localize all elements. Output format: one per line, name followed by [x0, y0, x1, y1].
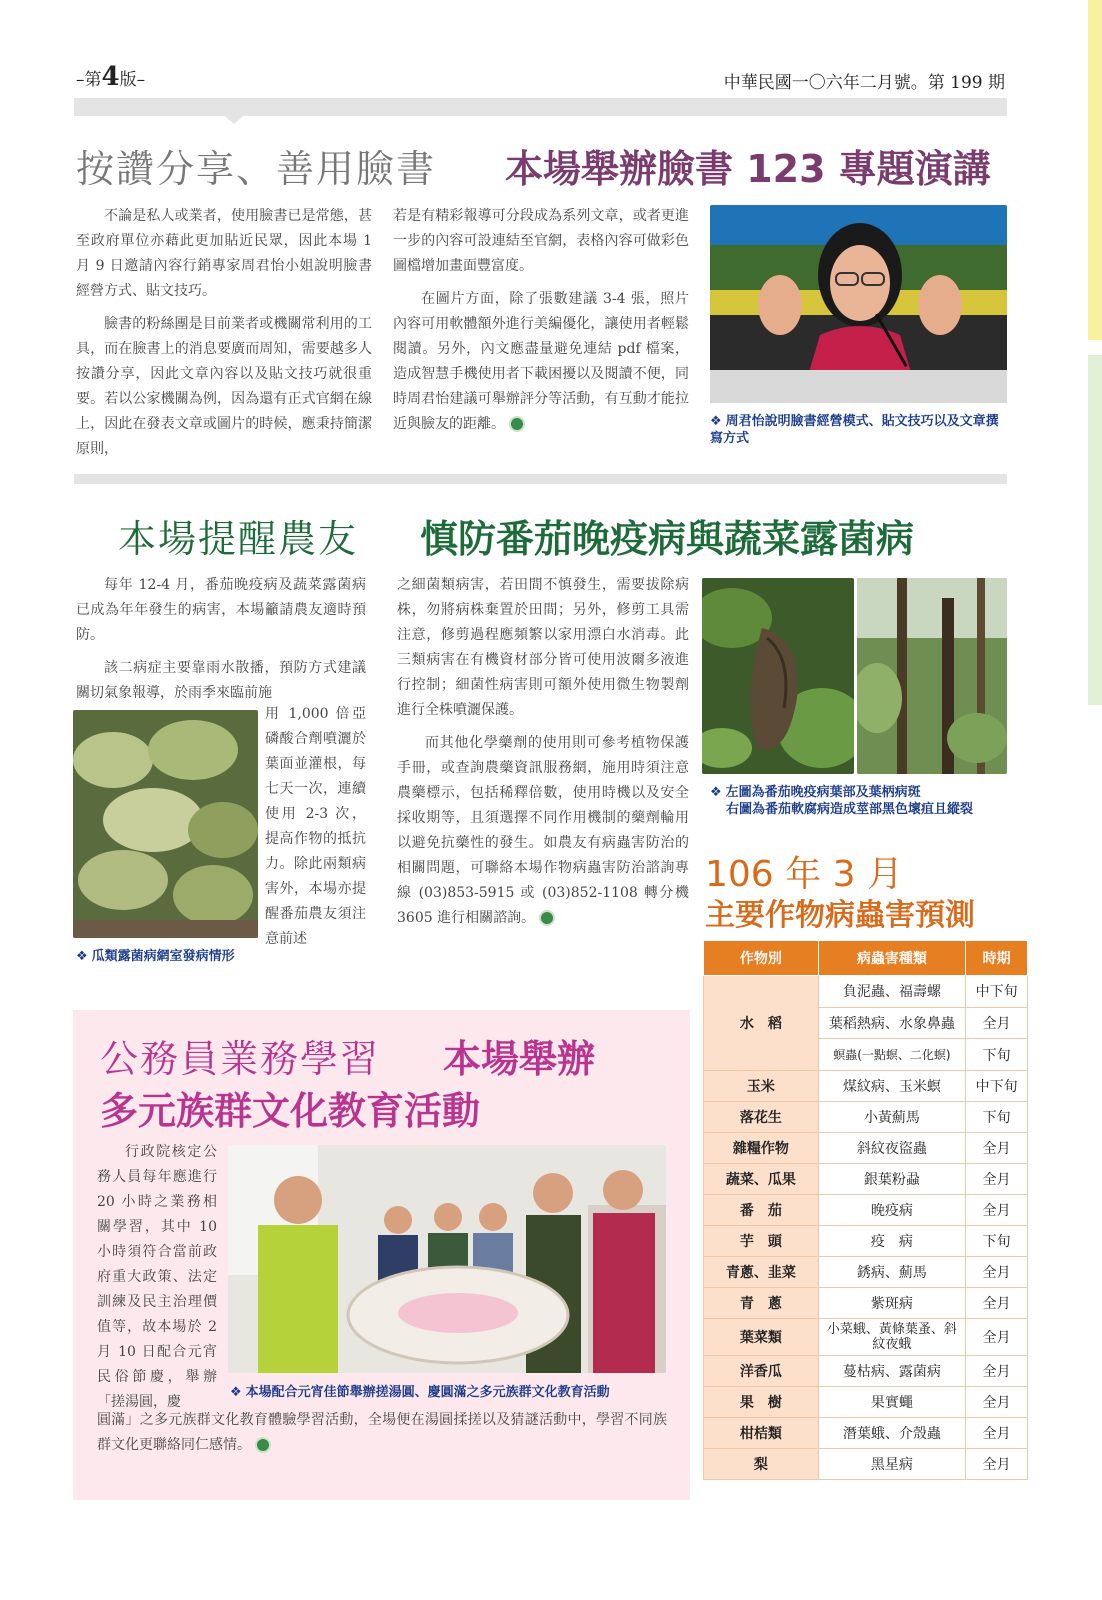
article1-title-light: 按讚分享、善用臉書 [76, 147, 437, 191]
article2-col2-p2: 而其他化學藥劑的使用則可參考植物保護手冊，或查詢農藥資訊服務網，施用時須注意農藥標示，包括稀釋倍數，使用時機以及安全採收期等，且須選擇不同作用機制的藥劑輪用以避免抗藥性的發生。如農友有病蟲害防治的相關問題，可聯絡本場作物病蟲害防治諮詢專線 (03)853-5915 或 (03)852-1108 轉分機 3605 進行相關諮詢。 [397, 735, 689, 926]
article2-col1-p2: 該二病症主要靠雨水散播，預防方式建議關切氣象報導，於雨季來臨前施 [76, 660, 366, 701]
table-row [704, 1319, 1028, 1356]
article1-col2-p2: 在圖片方面，除了張數建議 3-4 張，照片內容可用軟體額外進行美編優化，讓使用者輕鬆閱讀。另外，內文應盡量避免連結 pdf 檔案，造成智慧手機使用者下載困擾以及閱讀不便，同時周君怡建議可舉辦評分等活動，有互動才能拉近與臉友的距離。 [393, 291, 689, 432]
article3-title-bold1: 本場舉辦 [443, 1037, 596, 1081]
table-row [704, 1257, 1028, 1288]
downy-mildew-caption: ❖ 瓜類露菌病網室發病情形 [76, 949, 235, 964]
period-cell: 全月 [966, 1195, 1028, 1226]
crop-cell: 芋 頭 [704, 1226, 819, 1257]
table-row [704, 1449, 1028, 1480]
period-cell: 全月 [966, 1007, 1028, 1039]
table-row [704, 1195, 1028, 1226]
section-divider-1 [74, 474, 1007, 484]
forecast-title2: 主要作物病蟲害預測 [705, 898, 975, 933]
article3-bottom [97, 1408, 667, 1466]
table-row [704, 1288, 1028, 1319]
forecast-title1: 106 年 3 月 [705, 854, 903, 895]
article3-caption: ❖ 本場配合元宵佳節舉辦搓湯圓、慶圓滿之多元族群文化教育活動 [230, 1385, 610, 1400]
crop-cell: 玉米 [704, 1071, 819, 1102]
pest-cell: 黑星病 [818, 1449, 966, 1480]
table-row [704, 1418, 1028, 1449]
table-row [704, 1133, 1028, 1164]
tangyuan-activity-photo [228, 1145, 666, 1373]
period-cell: 全月 [966, 1288, 1028, 1319]
article1-col2-p1: 若是有精彩報導可分段成為系列文章，或者更進一步的內容可設連結至官網，表格內容可做彩色圖檔增加畫面豐富度。 [393, 208, 689, 274]
period-cell: 全月 [966, 1133, 1028, 1164]
pest-cell: 螟蟲(一點螟、二化螟) [818, 1039, 966, 1071]
pest-forecast-table [703, 940, 1028, 1480]
crop-cell: 青蔥、韭菜 [704, 1257, 819, 1288]
period-cell: 下旬 [966, 1039, 1028, 1071]
pest-cell: 果實蠅 [818, 1387, 966, 1418]
header-period: 時期 [966, 941, 1028, 976]
article3-title-light: 公務員業務學習 [100, 1037, 381, 1081]
pest-cell: 銀葉粉蝨 [818, 1164, 966, 1195]
period-cell: 全月 [966, 1164, 1028, 1195]
period-cell: 全月 [966, 1257, 1028, 1288]
crop-cell: 柑桔類 [704, 1418, 819, 1449]
article2-col2-p1: 之細菌類病害，若田間不慎發生，需要拔除病株，勿將病株棄置於田間；另外，修剪工具需注意，修剪過程應頻繁以家用漂白水消毒。此三類病害在有機資材部分皆可使用波爾多液進行控制；細菌性病害則可額外使用微生物製劑進行全株噴灑保護。 [397, 577, 689, 718]
article3-col [97, 1140, 217, 1423]
pest-cell: 疫 病 [818, 1226, 966, 1257]
article1-col1-p1: 不論是私人或業者，使用臉書已是常態，甚至政府單位亦藉此更加貼近民眾，因此本場 1 月 9 日邀請內容行銷專家周君怡小姐說明臉書經營方式、貼文技巧。 [76, 208, 372, 299]
table-row [704, 1164, 1028, 1195]
speaker-photo [710, 205, 1007, 403]
tomato-caption: ❖ 左圖為番茄晚疫病葉部及葉柄病斑 右圖為番茄軟腐病造成莖部黑色壞疽且縱裂 [710, 785, 974, 817]
crop-cell: 青 蔥 [704, 1288, 819, 1319]
pest-cell: 小黃薊馬 [818, 1102, 966, 1133]
period-cell: 中下旬 [966, 1071, 1028, 1102]
period-cell: 全月 [966, 1356, 1028, 1387]
article2-title-light: 本場提醒農友 [118, 517, 359, 561]
article3-col-text: 行政院核定公務人員每年應進行 20 小時之業務相關學習，其中 10 小時須符合當前政府重大政策、法定訓練及民主治理價值等，故本場於 2 月 10 日配合元宵民俗節慶，舉辦「搓湯圓，慶 [97, 1144, 217, 1410]
period-cell: 全月 [966, 1319, 1028, 1356]
header-crop: 作物別 [704, 941, 819, 976]
article1-title-bold: 本場舉辦臉書 123 專題演講 [505, 147, 991, 191]
table-row [704, 976, 1028, 1008]
table-row [704, 1071, 1028, 1102]
pest-cell: 紫斑病 [818, 1288, 966, 1319]
crop-cell: 雜糧作物 [704, 1133, 819, 1164]
header-bar-notch [220, 112, 248, 124]
table-header-row [704, 941, 1028, 976]
period-cell: 下旬 [966, 1226, 1028, 1257]
pest-cell: 斜紋夜盜蟲 [818, 1133, 966, 1164]
period-cell: 中下旬 [966, 976, 1028, 1008]
article2-title-bold: 慎防番茄晚疫病與蔬菜露菌病 [420, 517, 915, 561]
article3-bottom-text: 圓滿」之多元族群文化教育體驗學習活動，全場便在湯圓揉搓以及猜謎活動中，學習不同族群文化更聯絡同仁感情。 [97, 1412, 667, 1453]
crop-cell: 落花生 [704, 1102, 819, 1133]
crop-cell: 水 稻 [704, 976, 819, 1071]
article2-col1-p1: 每年 12-4 月，番茄晚疫病及蔬菜露菌病已成為年年發生的病害，本場籲請農友適時預防。 [76, 577, 366, 643]
pest-cell: 葉稻熱病、水象鼻蟲 [818, 1007, 966, 1039]
crop-cell: 洋香瓜 [704, 1356, 819, 1387]
article1-col2 [393, 204, 689, 445]
pest-cell: 蔓枯病、露菌病 [818, 1356, 966, 1387]
table-row [704, 1387, 1028, 1418]
article1-col1-p2: 臉書的粉絲團是目前業者或機關常利用的工具，而在臉書上的消息要廣而周知，需要越多人按讚分享，因此文章內容以及貼文技巧就很重要。若以公家機關為例，因為還有正式官網在線上，因此在發表文章或圖片的時候，應秉持簡潔原則， [76, 316, 372, 457]
crop-cell: 梨 [704, 1449, 819, 1480]
crop-cell: 葉菜類 [704, 1319, 819, 1356]
tomato-soft-rot-photo [857, 578, 1007, 774]
edge-strip-green [1088, 355, 1102, 705]
period-cell: 全月 [966, 1449, 1028, 1480]
issue-info: 中華民國一〇六年二月號。第 199 期 [723, 73, 1005, 93]
article3-title-bold2: 多元族群文化教育活動 [100, 1089, 481, 1133]
pest-cell: 煤紋病、玉米螟 [818, 1071, 966, 1102]
article2-col1-wrap-text: 用 1,000 倍亞磷酸合劑噴灑於葉面並灌根，每七天一次，連續使用 2-3 次，提高作物的抵抗力。除此兩類病害外，本場亦提醒番茄農友須注意前述 [265, 706, 366, 947]
pest-cell: 小菜蛾、黃條葉蚤、斜紋夜蛾 [818, 1319, 966, 1356]
article1-caption: ❖ 周君怡說明臉書經營模式、貼文技巧以及文章撰寫方式 [710, 414, 999, 446]
header-pest: 病蟲害種類 [818, 941, 966, 976]
period-cell: 下旬 [966, 1102, 1028, 1133]
downy-mildew-photo [73, 710, 258, 938]
crop-cell: 蔬菜、瓜果 [704, 1164, 819, 1195]
pest-cell: 潛葉蛾、介殼蟲 [818, 1418, 966, 1449]
article1-col1 [76, 204, 372, 470]
article2-col1 [76, 573, 366, 714]
table-row [704, 1356, 1028, 1387]
edge-strip-yellow [1088, 0, 1102, 340]
page-number: –第4版– [76, 62, 146, 92]
pest-cell: 晚疫病 [818, 1195, 966, 1226]
end-mark-icon [509, 416, 525, 432]
table-row [704, 1102, 1028, 1133]
period-cell: 全月 [966, 1387, 1028, 1418]
end-mark-icon [539, 910, 555, 926]
crop-cell: 番 茄 [704, 1195, 819, 1226]
tomato-late-blight-photo [702, 578, 854, 774]
period-cell: 全月 [966, 1418, 1028, 1449]
header-bar [74, 98, 1007, 116]
article2-col1-wrap [265, 702, 366, 960]
pest-cell: 負泥蟲、福壽螺 [818, 976, 966, 1008]
end-mark-icon [255, 1437, 271, 1453]
table-row [704, 1226, 1028, 1257]
pest-cell: 銹病、薊馬 [818, 1257, 966, 1288]
crop-cell: 果 樹 [704, 1387, 819, 1418]
article2-col2 [397, 573, 689, 939]
